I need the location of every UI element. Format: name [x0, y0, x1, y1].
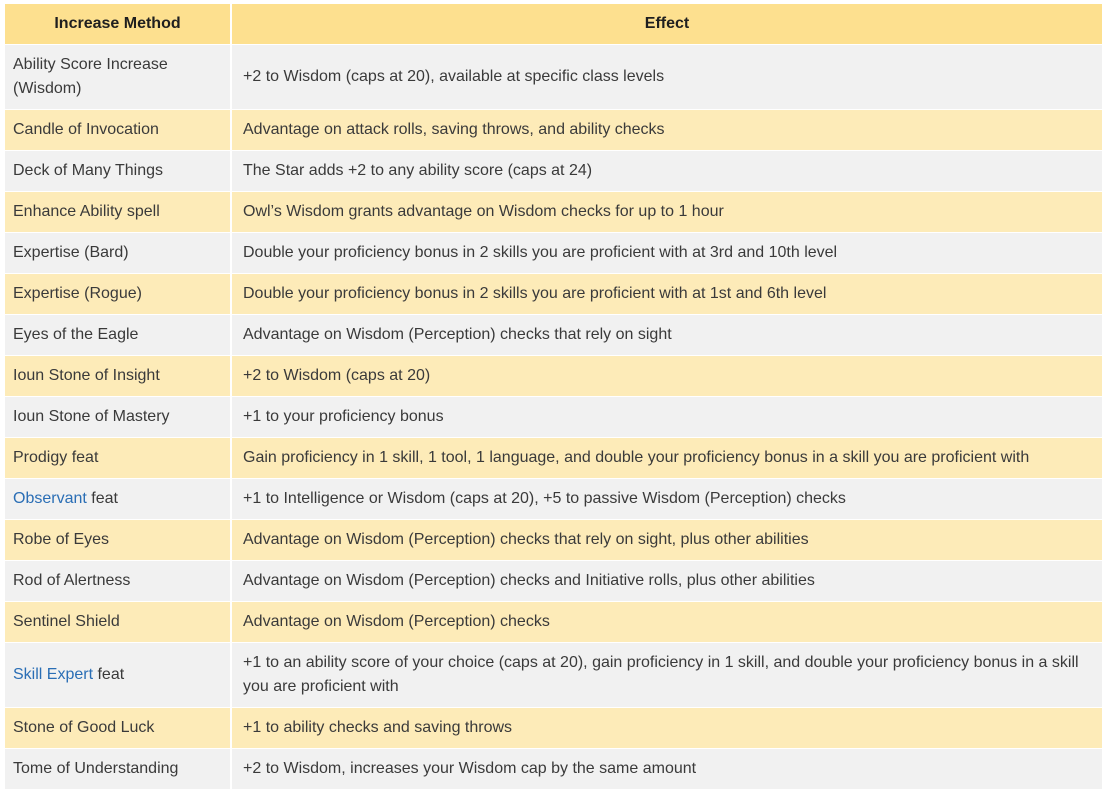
table-row [5, 192, 1102, 233]
effect-cell: +1 to Intelligence or Wisdom (caps at 20), +5 to passive Wisdom (Perception) checks [231, 479, 1102, 520]
method-cell: Prodigy feat [5, 438, 231, 479]
table-row [5, 479, 1102, 520]
table-row [5, 397, 1102, 438]
table-row [5, 233, 1102, 274]
method-cell: Eyes of the Eagle [5, 315, 231, 356]
table-header [5, 4, 1102, 45]
effect-cell: Advantage on attack rolls, saving throws, and ability checks [231, 110, 1102, 151]
method-cell: Deck of Many Things [5, 151, 231, 192]
method-cell: Ability Score Increase (Wisdom) [5, 45, 231, 110]
table-row [5, 438, 1102, 479]
method-cell: Enhance Ability spell [5, 192, 231, 233]
method-cell: Stone of Good Luck [5, 708, 231, 749]
effect-cell: Double your proficiency bonus in 2 skills you are proficient with at 3rd and 10th level [231, 233, 1102, 274]
method-cell: Expertise (Bard) [5, 233, 231, 274]
skill-expert-link[interactable]: Skill Expert [13, 666, 94, 683]
table-row [5, 643, 1102, 708]
method-cell: Ioun Stone of Mastery [5, 397, 231, 438]
table-row [5, 274, 1102, 315]
effect-cell: +1 to your proficiency bonus [231, 397, 1102, 438]
method-cell [5, 643, 231, 708]
method-cell: Robe of Eyes [5, 520, 231, 561]
column-header-effect: Effect [231, 4, 1102, 45]
column-header-method: Increase Method [5, 4, 231, 45]
observant-link[interactable]: Observant [13, 490, 87, 507]
effect-cell: +1 to ability checks and saving throws [231, 708, 1102, 749]
method-cell: Candle of Invocation [5, 110, 231, 151]
increase-methods-table-container [5, 4, 1102, 789]
method-cell [5, 479, 231, 520]
effect-cell: Owl’s Wisdom grants advantage on Wisdom checks for up to 1 hour [231, 192, 1102, 233]
table-row [5, 356, 1102, 397]
method-suffix: feat [86, 490, 118, 507]
table-row [5, 45, 1102, 110]
effect-cell: +2 to Wisdom (caps at 20) [231, 356, 1102, 397]
effect-cell: The Star adds +2 to any ability score (caps at 24) [231, 151, 1102, 192]
method-cell: Expertise (Rogue) [5, 274, 231, 315]
table-row [5, 561, 1102, 602]
effect-cell: Advantage on Wisdom (Perception) checks that rely on sight, plus other abilities [231, 520, 1102, 561]
effect-cell: +2 to Wisdom, increases your Wisdom cap by the same amount [231, 749, 1102, 790]
table-row [5, 151, 1102, 192]
method-cell: Tome of Understanding [5, 749, 231, 790]
table-header-row [5, 4, 1102, 45]
effect-cell: Advantage on Wisdom (Perception) checks and Initiative rolls, plus other abilities [231, 561, 1102, 602]
table-row [5, 520, 1102, 561]
table-row [5, 110, 1102, 151]
table-row [5, 315, 1102, 356]
effect-cell: Gain proficiency in 1 skill, 1 tool, 1 language, and double your proficiency bonus in a skill you are proficient with [231, 438, 1102, 479]
method-cell: Sentinel Shield [5, 602, 231, 643]
effect-cell: Advantage on Wisdom (Perception) checks that rely on sight [231, 315, 1102, 356]
table-row [5, 602, 1102, 643]
method-suffix: feat [93, 666, 125, 683]
increase-methods-table [5, 4, 1102, 789]
effect-cell: Double your proficiency bonus in 2 skills you are proficient with at 1st and 6th level [231, 274, 1102, 315]
effect-cell: +1 to an ability score of your choice (caps at 20), gain proficiency in 1 skill, and double your proficiency bonus in a skill you are proficient with [231, 643, 1102, 708]
table-row [5, 749, 1102, 790]
effect-cell: Advantage on Wisdom (Perception) checks [231, 602, 1102, 643]
effect-cell: +2 to Wisdom (caps at 20), available at specific class levels [231, 45, 1102, 110]
table-body [5, 45, 1102, 790]
method-cell: Rod of Alertness [5, 561, 231, 602]
table-row [5, 708, 1102, 749]
method-cell: Ioun Stone of Insight [5, 356, 231, 397]
